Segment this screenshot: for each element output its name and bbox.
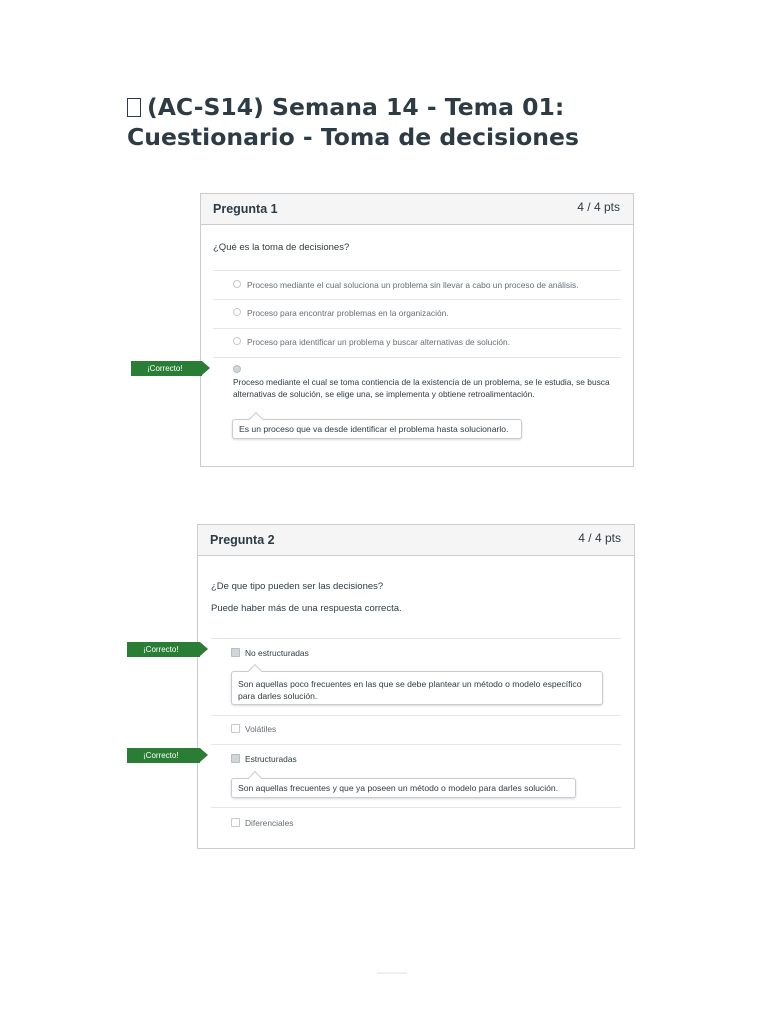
answer-comment: Es un proceso que va desde identificar el problema hasta solucionarlo. [232, 419, 522, 439]
answer-label: Proceso para encontrar problemas en la organización. [247, 308, 449, 318]
checkbox-checked[interactable] [231, 648, 240, 657]
question-1-header [201, 194, 633, 225]
answer-option[interactable] [198, 808, 634, 837]
question-2-header [198, 525, 634, 556]
answer-option[interactable] [201, 271, 633, 300]
question-2-card [197, 524, 635, 849]
answer-option[interactable] [201, 329, 633, 358]
correct-flag: ¡Correcto! [127, 642, 200, 657]
checkbox[interactable] [231, 818, 240, 827]
radio-button[interactable] [233, 280, 241, 288]
page-title-text: (AC-S14) Semana 14 - Tema 01: Cuestionario - Toma de decisiones [127, 93, 579, 151]
correct-flag: ¡Correcto! [131, 361, 202, 376]
question-2-note: Puede haber más de una respuesta correcta. [211, 603, 402, 614]
answer-comment: Son aquellas poco frecuentes en las que se debe plantear un método o modelo específico para darles solución. [231, 671, 603, 705]
question-2-title: Pregunta 2 [210, 533, 275, 547]
answer-option-selected[interactable] [198, 639, 634, 716]
radio-button[interactable] [233, 308, 241, 316]
answer-option[interactable] [201, 300, 633, 329]
question-1-title: Pregunta 1 [213, 202, 278, 216]
question-1-prompt: ¿Qué es la toma de decisiones? [213, 242, 350, 253]
question-2-points: 4 / 4 pts [578, 531, 621, 545]
correct-flag: ¡Correcto! [127, 748, 200, 763]
answer-label: Diferenciales [245, 818, 294, 828]
answer-option[interactable] [198, 716, 634, 745]
question-1-points: 4 / 4 pts [577, 200, 620, 214]
checkbox-checked[interactable] [231, 754, 240, 763]
radio-button-selected[interactable] [233, 365, 241, 373]
answer-label: Proceso mediante el cual soluciona un problema sin llevar a cabo un proceso de análisis. [247, 280, 579, 290]
checkbox[interactable] [231, 724, 240, 733]
answer-label: Proceso para identificar un problema y buscar alternativas de solución. [247, 337, 511, 347]
answer-option-selected[interactable] [198, 745, 634, 808]
question-2-prompt: ¿De que tipo pueden ser las decisiones? [211, 581, 384, 592]
answer-comment: Son aquellas frecuentes y que ya poseen un método o modelo para darles solución. [231, 778, 576, 798]
answer-label: Volátiles [245, 724, 277, 734]
question-1-card [200, 193, 634, 467]
radio-button[interactable] [233, 337, 241, 345]
footer-mark [377, 972, 407, 974]
box-glyph-icon [127, 98, 141, 117]
page-title [127, 92, 727, 152]
answer-option-selected[interactable] [201, 358, 633, 458]
answer-label: Proceso mediante el cual se toma contiencia de la existencia de un problema, se le estudia, se busca alternativas de solución, se elige una, se implementa y obtiene retroalimentación. [233, 377, 610, 399]
answer-label: Estructuradas [245, 754, 297, 764]
answer-label: No estructuradas [245, 648, 309, 658]
